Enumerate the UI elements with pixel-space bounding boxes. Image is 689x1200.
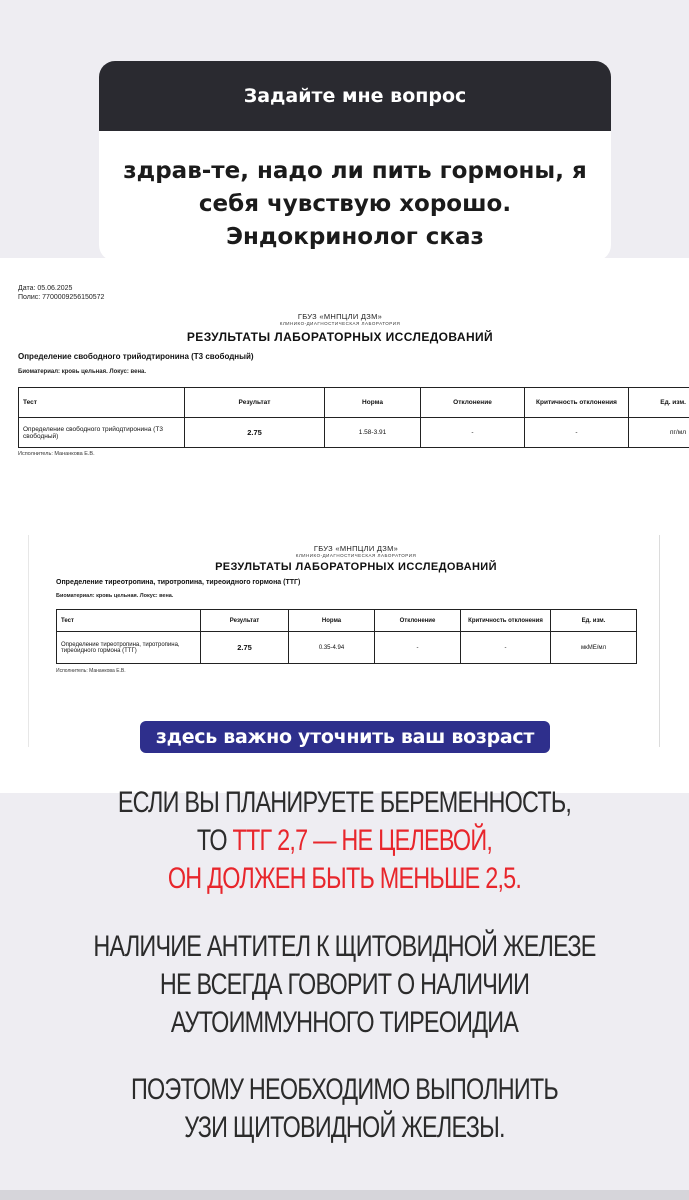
- caption-line: НАЛИЧИЕ АНТИТЕЛ К ЩИТОВИДНОЙ ЖЕЛЕЗЕ: [93, 930, 596, 963]
- caption-line: УЗИ ЩИТОВИДНОЙ ЖЕЛЕЗЫ.: [184, 1111, 505, 1144]
- lab-org-sub: КЛИНИКО-ДИАГНОСТИЧЕСКАЯ ЛАБОРАТОРИЯ: [295, 553, 417, 558]
- table-header-row: [19, 388, 689, 418]
- cell-test: Определение свободного трийодтиронина (Т3 свободный): [19, 418, 185, 448]
- caption-ultrasound: [76, 1071, 613, 1147]
- lab-report-t3: [18, 284, 688, 457]
- col-test: Тест: [19, 388, 185, 418]
- cell-criticality: -: [525, 418, 629, 448]
- col-deviation: Отклонение: [375, 610, 461, 632]
- performer: Исполнитель: Мананкова Е.В.: [18, 451, 95, 457]
- lab-org-name: ГБУЗ «МНПЦЛИ ДЗМ»: [297, 312, 383, 321]
- caption-line: ПОЭТОМУ НЕОБХОДИМО ВЫПОЛНИТЬ: [130, 1073, 559, 1106]
- report-policy: Полис: 7700009256150572: [18, 294, 105, 301]
- caption-antibodies: [76, 928, 613, 1042]
- col-result: Результат: [185, 388, 325, 418]
- cell-deviation: -: [375, 632, 461, 664]
- report-title: РЕЗУЛЬТАТЫ ЛАБОРАТОРНЫХ ИССЛЕДОВАНИЙ: [215, 561, 497, 573]
- lab-report-tsh: [56, 544, 636, 674]
- caption-prefix: ТО: [196, 824, 227, 857]
- question-header: Задайте мне вопрос: [99, 61, 611, 131]
- caption-pregnancy: [76, 784, 613, 898]
- biomaterial: Биоматериал: кровь цельная. Локус: вена.: [18, 369, 147, 375]
- cell-unit: пг/мл: [629, 418, 689, 448]
- cell-result: 2.75: [185, 418, 325, 448]
- lab-org-name: ГБУЗ «МНПЦЛИ ДЗМ»: [313, 544, 399, 553]
- lab-results-scan: [0, 258, 689, 793]
- col-criticality: Критичность отклонения: [461, 610, 551, 632]
- results-table: [18, 387, 689, 448]
- report-date: Дата: 05.06.2025: [18, 285, 73, 292]
- cell-result: 2.75: [201, 632, 289, 664]
- table-header-row: [57, 610, 637, 632]
- age-note-badge: здесь важно уточнить ваш возраст: [140, 721, 550, 753]
- caption-red-text: ТТГ 2,7 — НЕ ЦЕЛЕВОЙ,: [232, 824, 493, 857]
- col-norm: Норма: [289, 610, 375, 632]
- col-test: Тест: [57, 610, 201, 632]
- caption-line: АУТОИММУННОГО ТИРЕОИДИА: [170, 1006, 519, 1039]
- col-deviation: Отклонение: [421, 388, 525, 418]
- cell-unit: мкМЕ/мл: [551, 632, 637, 664]
- table-row: [57, 632, 637, 664]
- caption-line: НЕ ВСЕГДА ГОВОРИТ О НАЛИЧИИ: [159, 968, 530, 1001]
- col-result: Результат: [201, 610, 289, 632]
- question-line: Эндокринолог сказ: [226, 224, 484, 250]
- col-unit: Ед. изм.: [551, 610, 637, 632]
- results-table: [56, 609, 637, 664]
- lab-org: [0, 312, 680, 326]
- test-name: Определение тиреотропина, тиротропина, тиреоидного гормона (ТТГ): [56, 579, 301, 586]
- report-title: РЕЗУЛЬТАТЫ ЛАБОРАТОРНЫХ ИССЛЕДОВАНИЙ: [186, 330, 494, 344]
- table-row: [19, 418, 689, 448]
- test-name: Определение свободного трийодтиронина (Т3 свободный): [18, 352, 254, 361]
- caption-line: [76, 822, 613, 860]
- biomaterial: Биоматериал: кровь цельная. Локус: вена.: [56, 593, 174, 599]
- col-criticality: Критичность отклонения: [525, 388, 629, 418]
- question-line: себя чувствую хорошо.: [198, 191, 512, 217]
- col-unit: Ед. изм.: [629, 388, 689, 418]
- cell-deviation: -: [421, 418, 525, 448]
- caption-red-text: ОН ДОЛЖЕН БЫТЬ МЕНЬШЕ 2,5.: [167, 862, 522, 895]
- bottom-bar: [0, 1190, 689, 1200]
- caption-line: ЕСЛИ ВЫ ПЛАНИРУЕТЕ БЕРЕМЕННОСТЬ,: [117, 786, 572, 819]
- lab-org: [56, 544, 656, 558]
- performer: Исполнитель: Мананкова Е.В.: [56, 668, 126, 674]
- question-text: [99, 131, 611, 254]
- question-card[interactable]: [99, 61, 611, 261]
- col-norm: Норма: [325, 388, 421, 418]
- cell-test: Определение тиреотропина, тиротропина, тиреоидного гормона (ТТГ): [57, 632, 201, 664]
- cell-norm: 1.58-3.91: [325, 418, 421, 448]
- question-line: здрав-те, надо ли пить гормоны, я: [123, 158, 587, 184]
- cell-criticality: -: [461, 632, 551, 664]
- cell-norm: 0.35-4.94: [289, 632, 375, 664]
- lab-org-sub: КЛИНИКО-ДИАГНОСТИЧЕСКАЯ ЛАБОРАТОРИЯ: [279, 321, 401, 326]
